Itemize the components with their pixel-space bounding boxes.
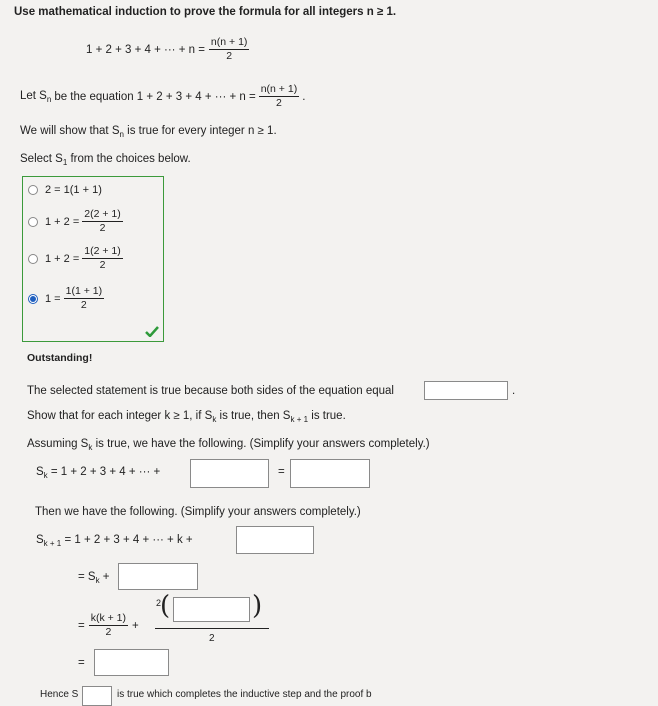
formula-fraction (209, 36, 249, 63)
left-paren: ( (160, 591, 171, 621)
feedback-statement: The selected statement is true because both sides of the equation equal (27, 385, 394, 397)
choice-1-text: 2 = 1(1 + 1) (45, 184, 102, 196)
choice-4-fraction (64, 285, 104, 312)
choice-2-denominator: 2 (99, 222, 106, 234)
right-paren: ) (252, 591, 263, 621)
then-line: Then we have the following. (Simplify your answers completely.) (35, 506, 361, 518)
sk1-text-a: S (36, 534, 44, 546)
formula (86, 36, 249, 63)
equal-value-input[interactable] (424, 381, 508, 400)
show-text-b: is true for every integer n ≥ 1. (127, 125, 277, 137)
choice-3[interactable] (28, 245, 123, 272)
choice-4[interactable] (28, 285, 104, 312)
sk-text-b: = 1 + 2 + 3 + 4 + ··· + (50, 466, 161, 478)
final-equals: = (78, 657, 85, 669)
let-denominator: 2 (276, 97, 282, 109)
hence-text: Hence S (40, 689, 79, 700)
show-line (20, 125, 277, 139)
show-k-sub2: k + 1 (290, 415, 309, 424)
show-k-text-c: is true. (311, 410, 346, 422)
show-k-sub1: k (212, 415, 217, 424)
choice-3-numerator: 1(2 + 1) (84, 245, 121, 257)
inductive-show-line (27, 410, 346, 424)
sk-plus-text-a: = S (78, 571, 96, 583)
select-line (20, 153, 191, 167)
k-fraction (89, 612, 128, 639)
sk-plus-term-input[interactable] (118, 563, 198, 590)
fraction-line-equals: = (78, 619, 85, 632)
choice-3-lhs: 1 + 2 = (45, 252, 80, 265)
sk-plus-line (78, 571, 110, 585)
big-fraction-denominator: 2 (209, 633, 215, 644)
assume-sub: k (88, 443, 93, 452)
sk1-text-b: = 1 + 2 + 3 + 4 + ··· + k + (64, 534, 193, 546)
final-answer-input[interactable] (94, 649, 169, 676)
choice-1[interactable] (28, 184, 102, 196)
let-text-a: Let S (20, 89, 47, 102)
formula-denominator: 2 (226, 50, 233, 62)
assume-line (27, 438, 430, 452)
checkmark-icon (145, 326, 159, 337)
show-sub: n (119, 130, 124, 139)
show-k-text-b: is true, then S (219, 410, 291, 422)
choice-2-numerator: 2(2 + 1) (84, 208, 121, 220)
let-numerator: n(n + 1) (260, 83, 298, 95)
sk-text-a: S (36, 466, 44, 478)
sk-plus-text-b: + (102, 571, 110, 583)
sk-sub: k (43, 471, 48, 480)
fraction-line-plus: + (132, 619, 139, 632)
sk1-next-term-input[interactable] (236, 526, 314, 554)
choice-4-numerator: 1(1 + 1) (65, 285, 103, 297)
let-text-b: be the equation 1 + 2 + 3 + 4 + ··· + n = (54, 90, 256, 103)
sk-sum-input[interactable] (290, 459, 370, 488)
show-k-text-a: Show that for each integer k ≥ 1, if S (27, 410, 213, 422)
choice-2-lhs: 1 + 2 = (45, 215, 80, 228)
let-fraction (259, 83, 299, 110)
choice-4-lhs: 1 = (45, 292, 61, 305)
radio-selected-icon[interactable] (28, 294, 38, 304)
choice-3-fraction (82, 245, 122, 272)
assume-text-a: Assuming S (27, 438, 89, 450)
sk1-line (36, 534, 193, 548)
radio-icon[interactable] (28, 185, 38, 195)
sk-last-term-input[interactable] (190, 459, 269, 488)
assume-text-b: is true, we have the following. (Simplify your answers completely.) (95, 438, 430, 450)
let-line (20, 83, 305, 110)
sk-equals: = (278, 466, 285, 478)
hence-line (40, 689, 78, 700)
big-fraction-coef: 2 (156, 598, 162, 608)
sk-line (36, 466, 160, 480)
fraction-line (78, 612, 139, 639)
select-text-a: Select S (20, 153, 63, 165)
hence-input[interactable] (82, 686, 112, 706)
select-sub: 1 (62, 158, 68, 167)
let-sub: n (46, 94, 52, 104)
big-fraction-bar (155, 628, 269, 629)
question-prompt: Use mathematical induction to prove the formula for all integers n ≥ 1. (14, 6, 397, 18)
select-text-b: from the choices below. (70, 153, 191, 165)
formula-lhs: 1 + 2 + 3 + 4 + ··· + n = (86, 43, 205, 56)
show-text-a: We will show that S (20, 125, 120, 137)
let-period: . (302, 90, 306, 103)
k-fraction-denominator: 2 (105, 626, 112, 638)
sk1-sub: k + 1 (43, 539, 62, 548)
hence-tail: is true which completes the inductive step and the proof b (117, 689, 372, 700)
radio-icon[interactable] (28, 254, 38, 264)
choice-2[interactable] (28, 208, 123, 235)
feedback-period: . (512, 385, 516, 397)
choice-4-denominator: 2 (80, 299, 87, 311)
radio-icon[interactable] (28, 217, 38, 227)
k-fraction-numerator: k(k + 1) (90, 612, 127, 624)
big-fraction-input[interactable] (173, 597, 250, 622)
sk-plus-sub: k (95, 576, 100, 585)
formula-numerator: n(n + 1) (210, 36, 248, 48)
choice-3-denominator: 2 (99, 259, 106, 271)
feedback-title: Outstanding! (27, 352, 93, 364)
choice-2-fraction (82, 208, 122, 235)
